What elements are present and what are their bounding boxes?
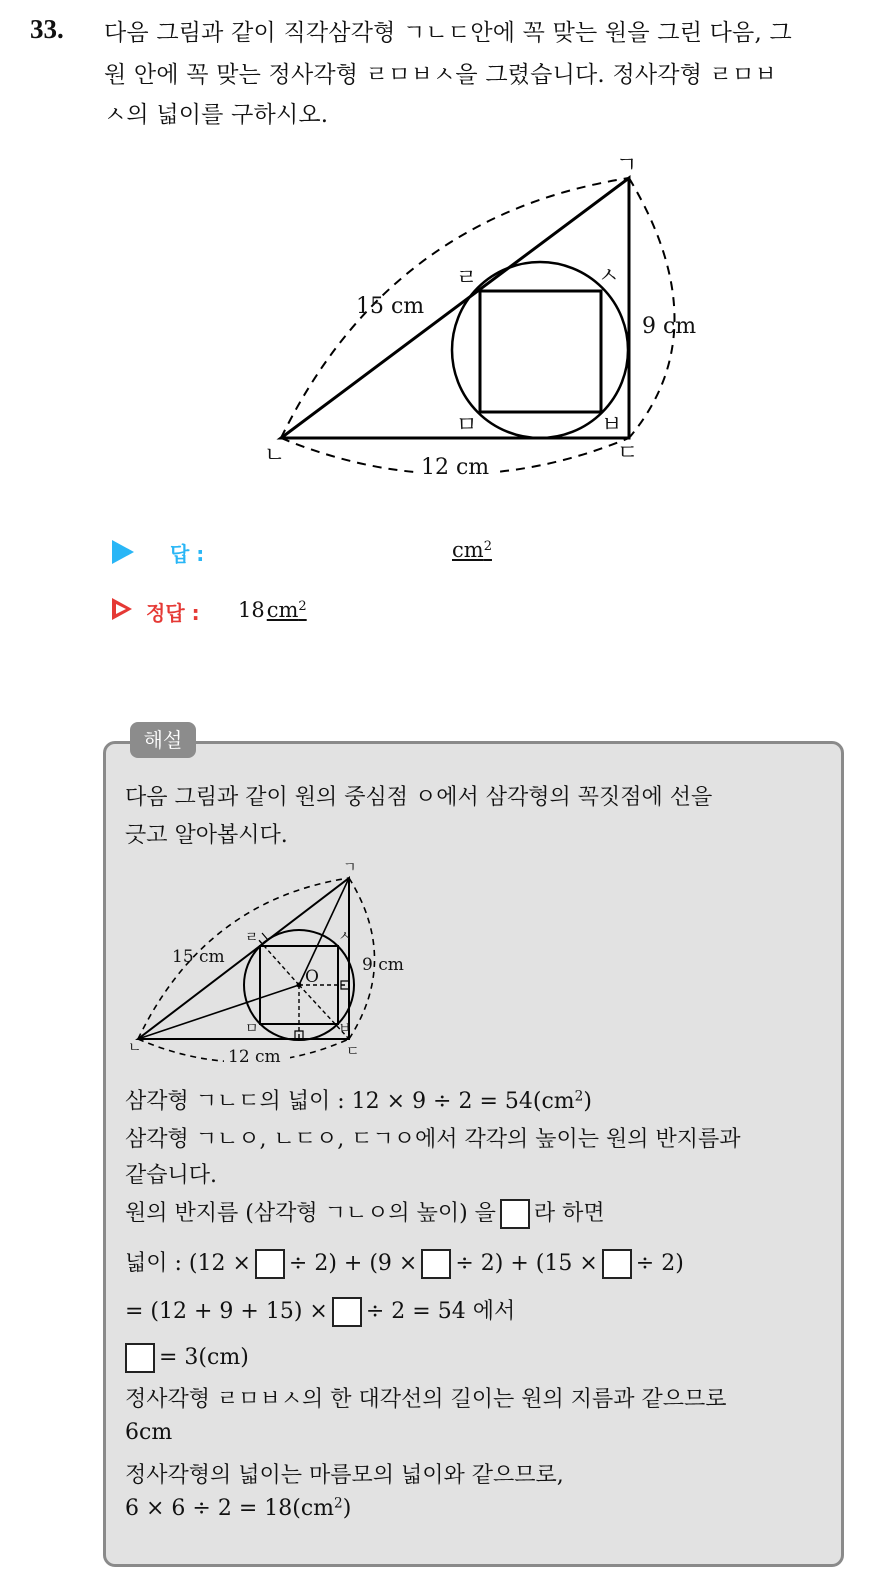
solution-intro-1: 다음 그림과 같이 원의 중심점 ㅇ에서 삼각형의 꼭짓점에 선을 — [125, 785, 713, 810]
vertex-b-label: ㅂ — [601, 413, 623, 438]
correct-value: $18cm^2$ — [238, 598, 307, 622]
question-line-1: 다음 그림과 같이 직각삼각형 ㄱㄴㄷ안에 꼭 맞는 원을 그린 다음, 그 — [104, 20, 792, 46]
bottom-length-label: 12 cm — [421, 455, 490, 480]
question-number: 33. — [30, 14, 64, 44]
blank-box — [421, 1249, 451, 1279]
correct-label: 정답 : — [146, 601, 200, 625]
blank-box — [332, 1297, 362, 1327]
solution-intro-2: 긋고 알아봅시다. — [125, 823, 288, 848]
vertex-m-label: ㅁ — [456, 413, 478, 438]
vertex-d-label: ㄷ — [617, 441, 639, 466]
fig2-vertex-g: ㄱ — [343, 860, 357, 876]
blank-box — [602, 1249, 632, 1279]
blank-box — [255, 1249, 285, 1279]
solution-line-9: 6cm — [125, 1420, 173, 1445]
solution-line-8: 정사각형 ㄹㅁㅂㅅ의 한 대각선의 길이는 원의 지름과 같으므로 — [125, 1387, 727, 1412]
blank-box — [500, 1199, 530, 1229]
question-line-3: ㅅ의 넓이를 구하시오. — [104, 102, 329, 128]
vertex-s-label: ㅅ — [598, 264, 620, 289]
solution-hypotenuse-label: 15 cm — [172, 947, 225, 967]
right-side-length-label: 9 cm — [642, 314, 697, 339]
solution-right-label: 9 cm — [362, 955, 404, 975]
blank-box — [125, 1343, 155, 1373]
solution-line-3: 같습니다. — [125, 1163, 218, 1188]
fig2-vertex-s: ㅅ — [338, 929, 352, 945]
solution-line-6: = (12 + 9 + 15) × ÷ 2 = 54 에서 — [125, 1294, 515, 1327]
solution-bottom-label: 12 cm — [228, 1047, 281, 1067]
solution-line-5: 넓이 : (12 × ÷ 2) + (9 × ÷ 2) + (15 × ÷ 2) — [125, 1246, 684, 1279]
solution-line-1: 삼각형 ㄱㄴㄷ의 넓이 : $12 \times 9 \div 2 = 54(cm^2)$ — [125, 1088, 592, 1114]
solution-line-7: = 3(cm) — [125, 1343, 249, 1373]
fig2-vertex-n: ㄴ — [128, 1040, 142, 1056]
vertex-g-label: ㄱ — [616, 153, 638, 178]
fig2-vertex-b: ㅂ — [338, 1021, 352, 1037]
vertex-n-label: ㄴ — [264, 443, 286, 468]
answer-unit: $cm^2$ — [452, 538, 492, 562]
vertex-r-label: ㄹ — [456, 266, 478, 291]
answer-label: 답 : — [170, 542, 205, 566]
solution-tag: 해설 — [130, 722, 196, 758]
hypotenuse-length-label: 15 cm — [356, 294, 425, 319]
solution-line-2: 삼각형 ㄱㄴㅇ, ㄴㄷㅇ, ㄷㄱㅇ에서 각각의 높이는 원의 반지름과 — [125, 1127, 741, 1152]
fig2-vertex-r: ㄹ — [245, 930, 259, 946]
fig2-vertex-d: ㄷ — [346, 1044, 360, 1060]
solution-line-4: 원의 반지름 (삼각형 ㄱㄴㅇ의 높이) 을 라 하면 — [125, 1196, 605, 1229]
solution-line-10: 정사각형의 넓이는 마름모의 넓이와 같으므로, — [125, 1463, 564, 1488]
circle-center-label: O — [305, 967, 319, 987]
question-line-2: 원 안에 꼭 맞는 정사각형 ㄹㅁㅂㅅ을 그렸습니다. 정사각형 ㄹㅁㅂ — [104, 62, 777, 88]
solution-line-11: $6 \times 6 \div 2 = 18(cm^2)$ — [125, 1495, 352, 1521]
fig2-vertex-m: ㅁ — [245, 1021, 259, 1037]
